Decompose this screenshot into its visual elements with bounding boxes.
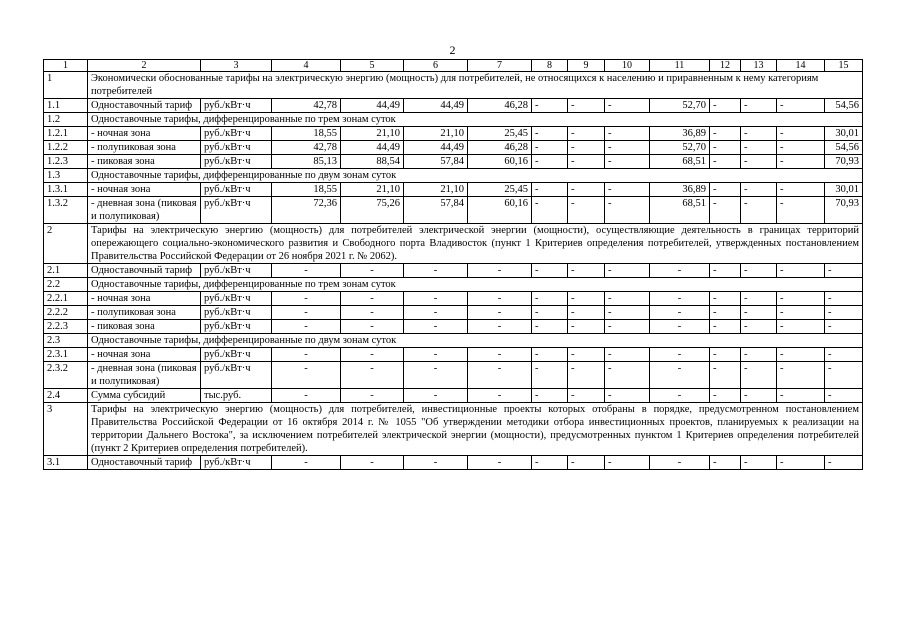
value-cell: - [404,456,468,470]
value-cell: - [468,264,532,278]
value-cell: - [605,292,650,306]
value-cell: - [710,197,741,224]
value-cell: - [568,320,605,334]
value-cell: - [710,362,741,389]
value-cell: - [741,456,777,470]
value-cell: - [710,306,741,320]
row-name: - ночная зона [88,183,201,197]
value-cell: - [605,264,650,278]
value-cell: - [741,99,777,113]
table-row [44,264,863,278]
value-cell: - [650,306,710,320]
section-header-row [44,169,863,183]
value-cell: 52,70 [650,141,710,155]
table-row [44,456,863,470]
value-cell: - [825,292,863,306]
value-cell: - [650,348,710,362]
value-cell: 75,26 [341,197,404,224]
value-cell: - [777,320,825,334]
value-cell: 70,93 [825,197,863,224]
section-header-row [44,278,863,292]
row-code: 1.3.1 [44,183,88,197]
value-cell: - [777,183,825,197]
value-cell: - [532,456,568,470]
row-name: - дневная зона (пиковая и полупиковая) [88,197,201,224]
value-cell: - [741,264,777,278]
value-cell: - [532,348,568,362]
row-code: 1.3 [44,169,88,183]
value-cell: - [568,306,605,320]
section-title: Одноставочные тарифы, дифференцированные по трем зонам суток [88,278,863,292]
column-number: 7 [468,60,532,72]
value-cell: 57,84 [404,197,468,224]
value-cell: - [341,389,404,403]
value-cell: - [568,362,605,389]
value-cell: - [777,292,825,306]
value-cell: - [605,141,650,155]
value-cell: - [341,362,404,389]
value-cell: - [650,362,710,389]
value-cell: - [650,456,710,470]
value-cell: - [341,456,404,470]
value-cell: - [532,320,568,334]
row-name: Одноставочный тариф [88,99,201,113]
page-number: 2 [449,43,456,57]
value-cell: 42,78 [272,99,341,113]
value-cell: - [777,127,825,141]
value-cell: 44,49 [341,141,404,155]
value-cell: 30,01 [825,183,863,197]
value-cell: 21,10 [404,127,468,141]
value-cell: 52,70 [650,99,710,113]
value-cell: - [404,348,468,362]
value-cell: - [468,320,532,334]
value-cell: - [777,264,825,278]
value-cell: - [568,155,605,169]
value-cell: - [650,292,710,306]
section-title: Одноставочные тарифы, дифференцированные по двум зонам суток [88,334,863,348]
value-cell: - [272,264,341,278]
value-cell: - [825,320,863,334]
section-header-row [44,403,863,456]
column-number: 8 [532,60,568,72]
value-cell: - [468,389,532,403]
column-number: 15 [825,60,863,72]
table-row [44,306,863,320]
value-cell: - [532,264,568,278]
value-cell: - [741,197,777,224]
value-cell: - [650,320,710,334]
row-name: Одноставочный тариф [88,456,201,470]
value-cell: - [532,362,568,389]
value-cell: - [468,292,532,306]
row-code: 2.1 [44,264,88,278]
value-cell: - [568,141,605,155]
value-cell: - [650,264,710,278]
row-unit: руб./кВт·ч [201,306,272,320]
row-name: - полупиковая зона [88,141,201,155]
tariff-table-body [44,60,863,470]
value-cell: - [741,306,777,320]
value-cell: - [741,127,777,141]
column-number: 9 [568,60,605,72]
value-cell: - [741,348,777,362]
value-cell: - [341,306,404,320]
table-row [44,348,863,362]
value-cell: - [404,362,468,389]
tariff-table [43,59,863,470]
value-cell: - [825,456,863,470]
row-unit: руб./кВт·ч [201,320,272,334]
value-cell: - [777,389,825,403]
value-cell: - [568,264,605,278]
value-cell: - [777,456,825,470]
value-cell: 68,51 [650,197,710,224]
row-unit: руб./кВт·ч [201,264,272,278]
row-code: 1 [44,72,88,99]
section-header-row [44,72,863,99]
value-cell: 54,56 [825,99,863,113]
value-cell: - [825,362,863,389]
column-number: 12 [710,60,741,72]
value-cell: - [605,306,650,320]
column-number: 5 [341,60,404,72]
table-row [44,197,863,224]
value-cell: - [825,264,863,278]
value-cell: 88,54 [341,155,404,169]
value-cell: 72,36 [272,197,341,224]
row-code: 2 [44,224,88,264]
value-cell: - [272,306,341,320]
value-cell: 70,93 [825,155,863,169]
value-cell: 36,89 [650,183,710,197]
value-cell: 21,10 [341,127,404,141]
column-number: 4 [272,60,341,72]
value-cell: 36,89 [650,127,710,141]
row-name: Сумма субсидий [88,389,201,403]
value-cell: - [272,389,341,403]
value-cell: - [710,155,741,169]
table-row [44,389,863,403]
row-code: 2.2.2 [44,306,88,320]
value-cell: 25,45 [468,127,532,141]
column-number: 2 [88,60,201,72]
value-cell: - [568,389,605,403]
value-cell: - [605,197,650,224]
value-cell: - [710,127,741,141]
value-cell: 44,49 [404,141,468,155]
section-header-row [44,224,863,264]
row-code: 3.1 [44,456,88,470]
value-cell: - [710,99,741,113]
value-cell: - [272,456,341,470]
value-cell: - [825,306,863,320]
value-cell: - [605,389,650,403]
value-cell: - [568,197,605,224]
value-cell: - [341,320,404,334]
value-cell: 46,28 [468,141,532,155]
row-unit: руб./кВт·ч [201,292,272,306]
row-unit: руб./кВт·ч [201,183,272,197]
row-code: 2.3 [44,334,88,348]
table-row [44,141,863,155]
row-name: - пиковая зона [88,320,201,334]
row-unit: руб./кВт·ч [201,197,272,224]
value-cell: - [568,99,605,113]
value-cell: - [605,348,650,362]
value-cell: - [777,197,825,224]
row-code: 2.2.3 [44,320,88,334]
column-number: 11 [650,60,710,72]
value-cell: - [605,127,650,141]
value-cell: - [741,320,777,334]
value-cell: - [605,183,650,197]
value-cell: - [605,155,650,169]
row-name: - ночная зона [88,127,201,141]
value-cell: - [710,183,741,197]
value-cell: - [710,389,741,403]
value-cell: 18,55 [272,127,341,141]
value-cell: - [710,264,741,278]
value-cell: - [741,155,777,169]
value-cell: - [468,456,532,470]
row-name: Одноставочный тариф [88,264,201,278]
section-header-row [44,334,863,348]
value-cell: - [605,320,650,334]
value-cell: - [605,99,650,113]
value-cell: - [272,348,341,362]
row-name: - ночная зона [88,292,201,306]
row-unit: руб./кВт·ч [201,127,272,141]
value-cell: 85,13 [272,155,341,169]
column-number-row [44,60,863,72]
value-cell: - [605,456,650,470]
value-cell: 44,49 [341,99,404,113]
section-title: Одноставочные тарифы, дифференцированные по двум зонам суток [88,169,863,183]
row-code: 2.3.1 [44,348,88,362]
value-cell: - [710,141,741,155]
value-cell: - [532,197,568,224]
value-cell: - [532,183,568,197]
column-number: 10 [605,60,650,72]
value-cell: 30,01 [825,127,863,141]
section-title: Тарифы на электрическую энергию (мощность) для потребителей, инвестиционные проекты которых отобраны в порядке, предусмотренном постановлением Правительства Российской Федерации от 16 октября 2014 г. № 1055 "Об утверждении методики отбора инвестиционных проектов, планируемых к реализации на территории Дальнего Востока", за исключением потребителей электрической энергии (мощности), предусмотренных пунктом 1 Критериев определения потребителей (пункт 2 Критериев определения потребителей). [88,403,863,456]
value-cell: - [272,292,341,306]
value-cell: - [777,155,825,169]
section-title: Тарифы на электрическую энергию (мощность) для потребителей электрической энергии (мощности), осуществляющие деятельность в границах территорий опережающего социально-экономического развития и Свободного порта Владивосток (пункт 1 Критериев определения потребителей, утвержденных постановлением Правительства Российской Федерации от 26 ноября 2021 г. № 2062). [88,224,863,264]
table-row [44,362,863,389]
row-code: 2.3.2 [44,362,88,389]
row-code: 1.2.3 [44,155,88,169]
value-cell: - [468,362,532,389]
column-number: 1 [44,60,88,72]
row-name: - ночная зона [88,348,201,362]
value-cell: - [741,362,777,389]
value-cell: - [710,292,741,306]
value-cell: - [710,320,741,334]
value-cell: - [532,141,568,155]
value-cell: - [532,306,568,320]
value-cell: 21,10 [404,183,468,197]
value-cell: 46,28 [468,99,532,113]
section-title: Одноставочные тарифы, дифференцированные по трем зонам суток [88,113,863,127]
value-cell: - [568,292,605,306]
value-cell: - [468,306,532,320]
value-cell: - [532,155,568,169]
value-cell: - [777,348,825,362]
row-unit: руб./кВт·ч [201,155,272,169]
row-code: 2.2 [44,278,88,292]
value-cell: 25,45 [468,183,532,197]
row-name: - пиковая зона [88,155,201,169]
value-cell: - [468,348,532,362]
row-code: 3 [44,403,88,456]
row-code: 2.2.1 [44,292,88,306]
value-cell: - [272,362,341,389]
row-code: 2.4 [44,389,88,403]
value-cell: - [532,127,568,141]
value-cell: - [568,348,605,362]
value-cell: - [741,292,777,306]
section-header-row [44,113,863,127]
value-cell: - [650,389,710,403]
value-cell: - [532,99,568,113]
row-code: 1.2.1 [44,127,88,141]
value-cell: - [404,320,468,334]
value-cell: - [532,389,568,403]
row-name: - дневная зона (пиковая и полупиковая) [88,362,201,389]
row-code: 1.3.2 [44,197,88,224]
value-cell: 54,56 [825,141,863,155]
value-cell: - [568,183,605,197]
value-cell: 42,78 [272,141,341,155]
value-cell: - [777,362,825,389]
value-cell: - [532,292,568,306]
table-row [44,127,863,141]
value-cell: 60,16 [468,155,532,169]
row-unit: руб./кВт·ч [201,456,272,470]
value-cell: - [272,320,341,334]
value-cell: 57,84 [404,155,468,169]
row-code: 1.1 [44,99,88,113]
column-number: 3 [201,60,272,72]
table-row [44,292,863,306]
row-code: 1.2.2 [44,141,88,155]
column-number: 14 [777,60,825,72]
value-cell: 18,55 [272,183,341,197]
value-cell: - [605,362,650,389]
value-cell: - [777,99,825,113]
value-cell: - [341,264,404,278]
table-row [44,320,863,334]
value-cell: - [404,292,468,306]
value-cell: - [404,306,468,320]
section-title: Экономически обоснованные тарифы на электрическую энергию (мощность) для потребителей, не относящихся к населению и приравненным к нему категориям потребителей [88,72,863,99]
value-cell: - [741,389,777,403]
row-unit: руб./кВт·ч [201,99,272,113]
value-cell: - [341,292,404,306]
table-row [44,99,863,113]
value-cell: - [777,141,825,155]
table-row [44,155,863,169]
value-cell: - [710,456,741,470]
row-unit: руб./кВт·ч [201,348,272,362]
value-cell: 60,16 [468,197,532,224]
value-cell: - [741,141,777,155]
column-number: 6 [404,60,468,72]
column-number: 13 [741,60,777,72]
value-cell: - [568,456,605,470]
value-cell: 21,10 [341,183,404,197]
row-unit: руб./кВт·ч [201,362,272,389]
value-cell: 68,51 [650,155,710,169]
value-cell: - [825,348,863,362]
value-cell: - [825,389,863,403]
row-unit: тыс.руб. [201,389,272,403]
value-cell: - [777,306,825,320]
value-cell: - [404,389,468,403]
table-row [44,183,863,197]
value-cell: - [568,127,605,141]
row-name: - полупиковая зона [88,306,201,320]
value-cell: 44,49 [404,99,468,113]
value-cell: - [710,348,741,362]
value-cell: - [741,183,777,197]
row-unit: руб./кВт·ч [201,141,272,155]
row-code: 1.2 [44,113,88,127]
value-cell: - [404,264,468,278]
value-cell: - [341,348,404,362]
